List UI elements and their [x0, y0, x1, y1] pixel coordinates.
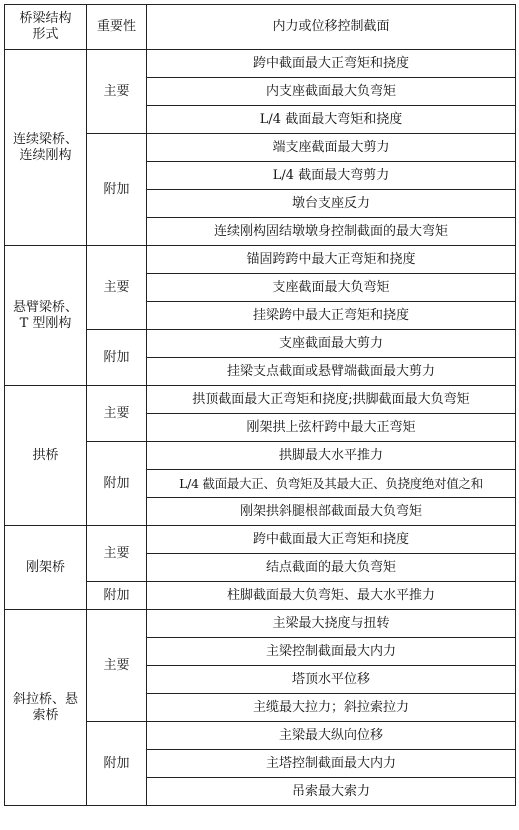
importance-cell: 附加	[87, 722, 147, 806]
table-body	[5, 50, 516, 806]
table-row	[5, 50, 516, 78]
control-section-cell: L/4 截面最大弯剪力	[147, 162, 516, 190]
control-section-cell: 端支座截面最大剪力	[147, 134, 516, 162]
header-bridge-type	[5, 5, 87, 50]
bridge-type-line2: 索桥	[32, 707, 59, 723]
bridge-type-line2: 连续刚构	[19, 147, 72, 163]
bridge-type-line1: 斜拉桥、悬	[12, 691, 78, 707]
control-section-cell: L/4 截面最大弯矩和挠度	[147, 106, 516, 134]
control-section-cell: 主塔控制截面最大内力	[147, 750, 516, 778]
header-control-section: 内力或位移控制截面	[147, 5, 516, 50]
control-section-cell: 支座截面最大负弯矩	[147, 274, 516, 302]
control-section-cell: 锚固跨跨中最大正弯矩和挠度	[147, 246, 516, 274]
importance-cell: 附加	[87, 442, 147, 526]
importance-cell: 附加	[87, 582, 147, 610]
header-importance: 重要性	[87, 5, 147, 50]
control-section-cell: 主梁最大纵向位移	[147, 722, 516, 750]
table-row	[5, 246, 516, 274]
importance-cell: 主要	[87, 246, 147, 330]
control-section-cell: 塔顶水平位移	[147, 666, 516, 694]
bridge-type-cell	[5, 526, 87, 610]
control-section-cell: 跨中截面最大正弯矩和挠度	[147, 50, 516, 78]
control-section-cell: 主缆最大拉力；斜拉索拉力	[147, 694, 516, 722]
bridge-type-line1: 拱桥	[32, 447, 59, 463]
control-section-table	[4, 4, 516, 806]
importance-cell: 附加	[87, 134, 147, 246]
control-section-cell: 支座截面最大剪力	[147, 330, 516, 358]
bridge-type-cell	[5, 50, 87, 246]
control-section-cell: 主梁最大挠度与扭转	[147, 610, 516, 638]
header-bridge-type-line2: 形式	[32, 27, 59, 42]
table-row	[5, 610, 516, 638]
bridge-type-cell	[5, 386, 87, 526]
importance-cell: 主要	[87, 526, 147, 582]
control-section-cell: 挂梁跨中最大正弯矩和挠度	[147, 302, 516, 330]
header-bridge-type-line1: 桥梁结构	[19, 11, 72, 26]
control-section-cell: 刚架拱斜腿根部截面最大负弯矩	[147, 498, 516, 526]
header-row	[5, 5, 516, 50]
importance-cell: 主要	[87, 610, 147, 722]
bridge-type-cell	[5, 246, 87, 386]
control-section-cell: 拱顶截面最大正弯矩和挠度;拱脚截面最大负弯矩	[147, 386, 516, 414]
control-section-cell: 内支座截面最大负弯矩	[147, 78, 516, 106]
bridge-type-line1: 悬臂梁桥、	[12, 299, 78, 315]
control-section-cell: 跨中截面最大正弯矩和挠度	[147, 526, 516, 554]
bridge-type-cell	[5, 610, 87, 806]
control-section-cell: 刚架拱上弦杆跨中最大正弯矩	[147, 414, 516, 442]
control-section-cell: 墩台支座反力	[147, 190, 516, 218]
control-section-cell: 拱脚最大水平推力	[147, 442, 516, 470]
importance-cell: 主要	[87, 386, 147, 442]
bridge-type-line1: 连续梁桥、	[12, 131, 78, 147]
control-section-cell: 主梁控制截面最大内力	[147, 638, 516, 666]
importance-cell: 主要	[87, 50, 147, 134]
table-row	[5, 386, 516, 414]
table-row	[5, 526, 516, 554]
control-section-cell: L/4 截面最大正、负弯矩及其最大正、负挠度绝对值之和	[147, 470, 516, 498]
control-section-cell: 结点截面的最大负弯矩	[147, 554, 516, 582]
importance-cell: 附加	[87, 330, 147, 386]
bridge-type-line1: 刚架桥	[25, 559, 65, 575]
control-section-cell: 连续刚构固结墩墩身控制截面的最大弯矩	[147, 218, 516, 246]
bridge-type-line2: T 型刚构	[19, 315, 72, 331]
control-section-cell: 柱脚截面最大负弯矩、最大水平推力	[147, 582, 516, 610]
control-section-cell: 挂梁支点截面或悬臂端截面最大剪力	[147, 358, 516, 386]
control-section-cell: 吊索最大索力	[147, 778, 516, 806]
